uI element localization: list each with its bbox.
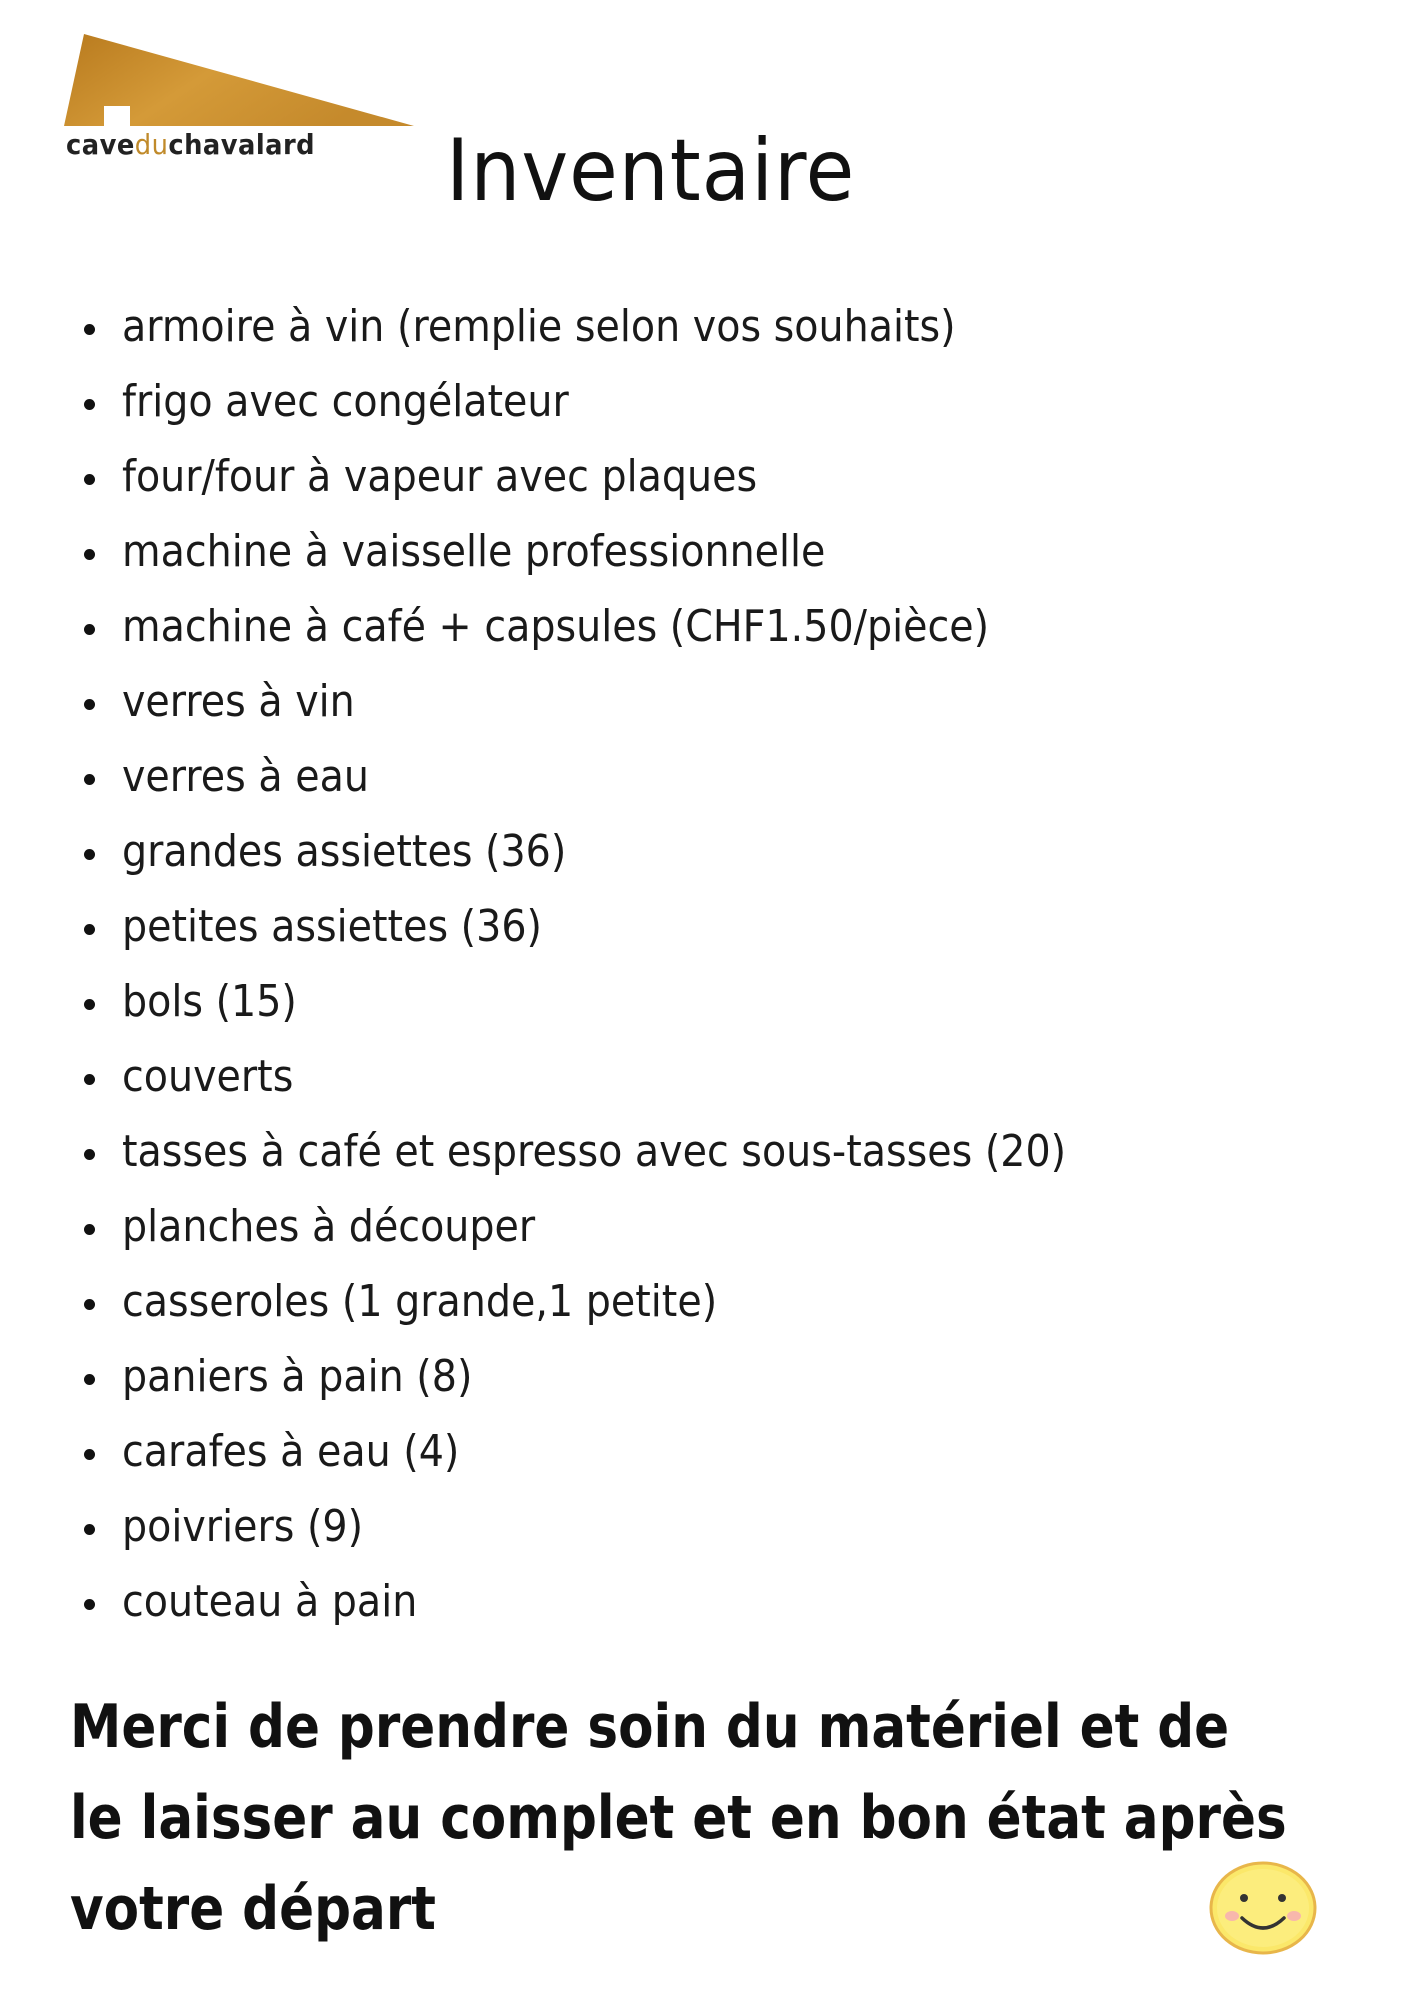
smiley-face-icon — [1206, 1858, 1320, 1958]
list-item — [78, 294, 1378, 369]
bullet-icon — [84, 1149, 95, 1160]
logo-roof-icon — [64, 34, 424, 134]
closing-line: le laisser au complet et en bon état après — [70, 1783, 1287, 1853]
bullet-icon — [84, 1299, 95, 1310]
list-item-text: machine à vaisselle professionnelle — [122, 526, 826, 577]
list-item — [78, 444, 1378, 519]
list-item — [78, 1194, 1378, 1269]
list-item — [78, 894, 1378, 969]
list-item — [78, 969, 1378, 1044]
list-item — [78, 669, 1378, 744]
bullet-icon — [84, 549, 95, 560]
bullet-icon — [84, 1074, 95, 1085]
inventory-list — [78, 294, 1378, 1644]
list-item-text: casseroles (1 grande,1 petite) — [122, 1276, 718, 1327]
logo-word-cave: cave — [66, 128, 135, 161]
list-item-text: verres à eau — [122, 751, 369, 802]
list-item-text: couverts — [122, 1051, 294, 1102]
page-title: Inventaire — [446, 121, 856, 221]
list-item — [78, 1119, 1378, 1194]
bullet-icon — [84, 1449, 95, 1460]
list-item-text: tasses à café et espresso avec sous-tasses (20) — [122, 1126, 1067, 1177]
list-item-text: paniers à pain (8) — [122, 1351, 473, 1402]
list-item-text: planches à découper — [122, 1201, 536, 1252]
closing-message — [70, 1682, 1300, 1955]
list-item-text: machine à café + capsules (CHF1.50/pièce) — [122, 601, 990, 652]
bullet-icon — [84, 1599, 95, 1610]
bullet-icon — [84, 1374, 95, 1385]
logo — [64, 34, 424, 164]
bullet-icon — [84, 699, 95, 710]
list-item-text: couteau à pain — [122, 1576, 418, 1627]
closing-line: Merci de prendre soin du matériel et de — [70, 1692, 1230, 1762]
bullet-icon — [84, 474, 95, 485]
list-item-text: four/four à vapeur avec plaques — [122, 451, 758, 502]
bullet-icon — [84, 1524, 95, 1535]
list-item — [78, 519, 1378, 594]
list-item-text: verres à vin — [122, 676, 355, 727]
list-item — [78, 744, 1378, 819]
list-item-text: armoire à vin (remplie selon vos souhaits) — [122, 301, 956, 352]
list-item — [78, 1494, 1378, 1569]
list-item — [78, 819, 1378, 894]
bullet-icon — [84, 849, 95, 860]
bullet-icon — [84, 624, 95, 635]
closing-line: votre départ — [70, 1874, 436, 1944]
bullet-icon — [84, 1224, 95, 1235]
list-item — [78, 594, 1378, 669]
list-item — [78, 1419, 1378, 1494]
list-item-text: carafes à eau (4) — [122, 1426, 460, 1477]
list-item-text: frigo avec congélateur — [122, 376, 569, 427]
list-item-text: bols (15) — [122, 976, 297, 1027]
bullet-icon — [84, 999, 95, 1010]
bullet-icon — [84, 324, 95, 335]
logo-word-du: du — [134, 128, 169, 161]
list-item-text: poivriers (9) — [122, 1501, 364, 1552]
logo-wordmark — [66, 128, 315, 161]
list-item — [78, 369, 1378, 444]
list-item — [78, 1344, 1378, 1419]
bullet-icon — [84, 399, 95, 410]
bullet-icon — [84, 924, 95, 935]
bullet-icon — [84, 774, 95, 785]
list-item-text: petites assiettes (36) — [122, 901, 542, 952]
logo-word-chavalard: chavalard — [168, 128, 316, 161]
list-item — [78, 1044, 1378, 1119]
list-item — [78, 1269, 1378, 1344]
list-item — [78, 1569, 1378, 1644]
list-item-text: grandes assiettes (36) — [122, 826, 567, 877]
